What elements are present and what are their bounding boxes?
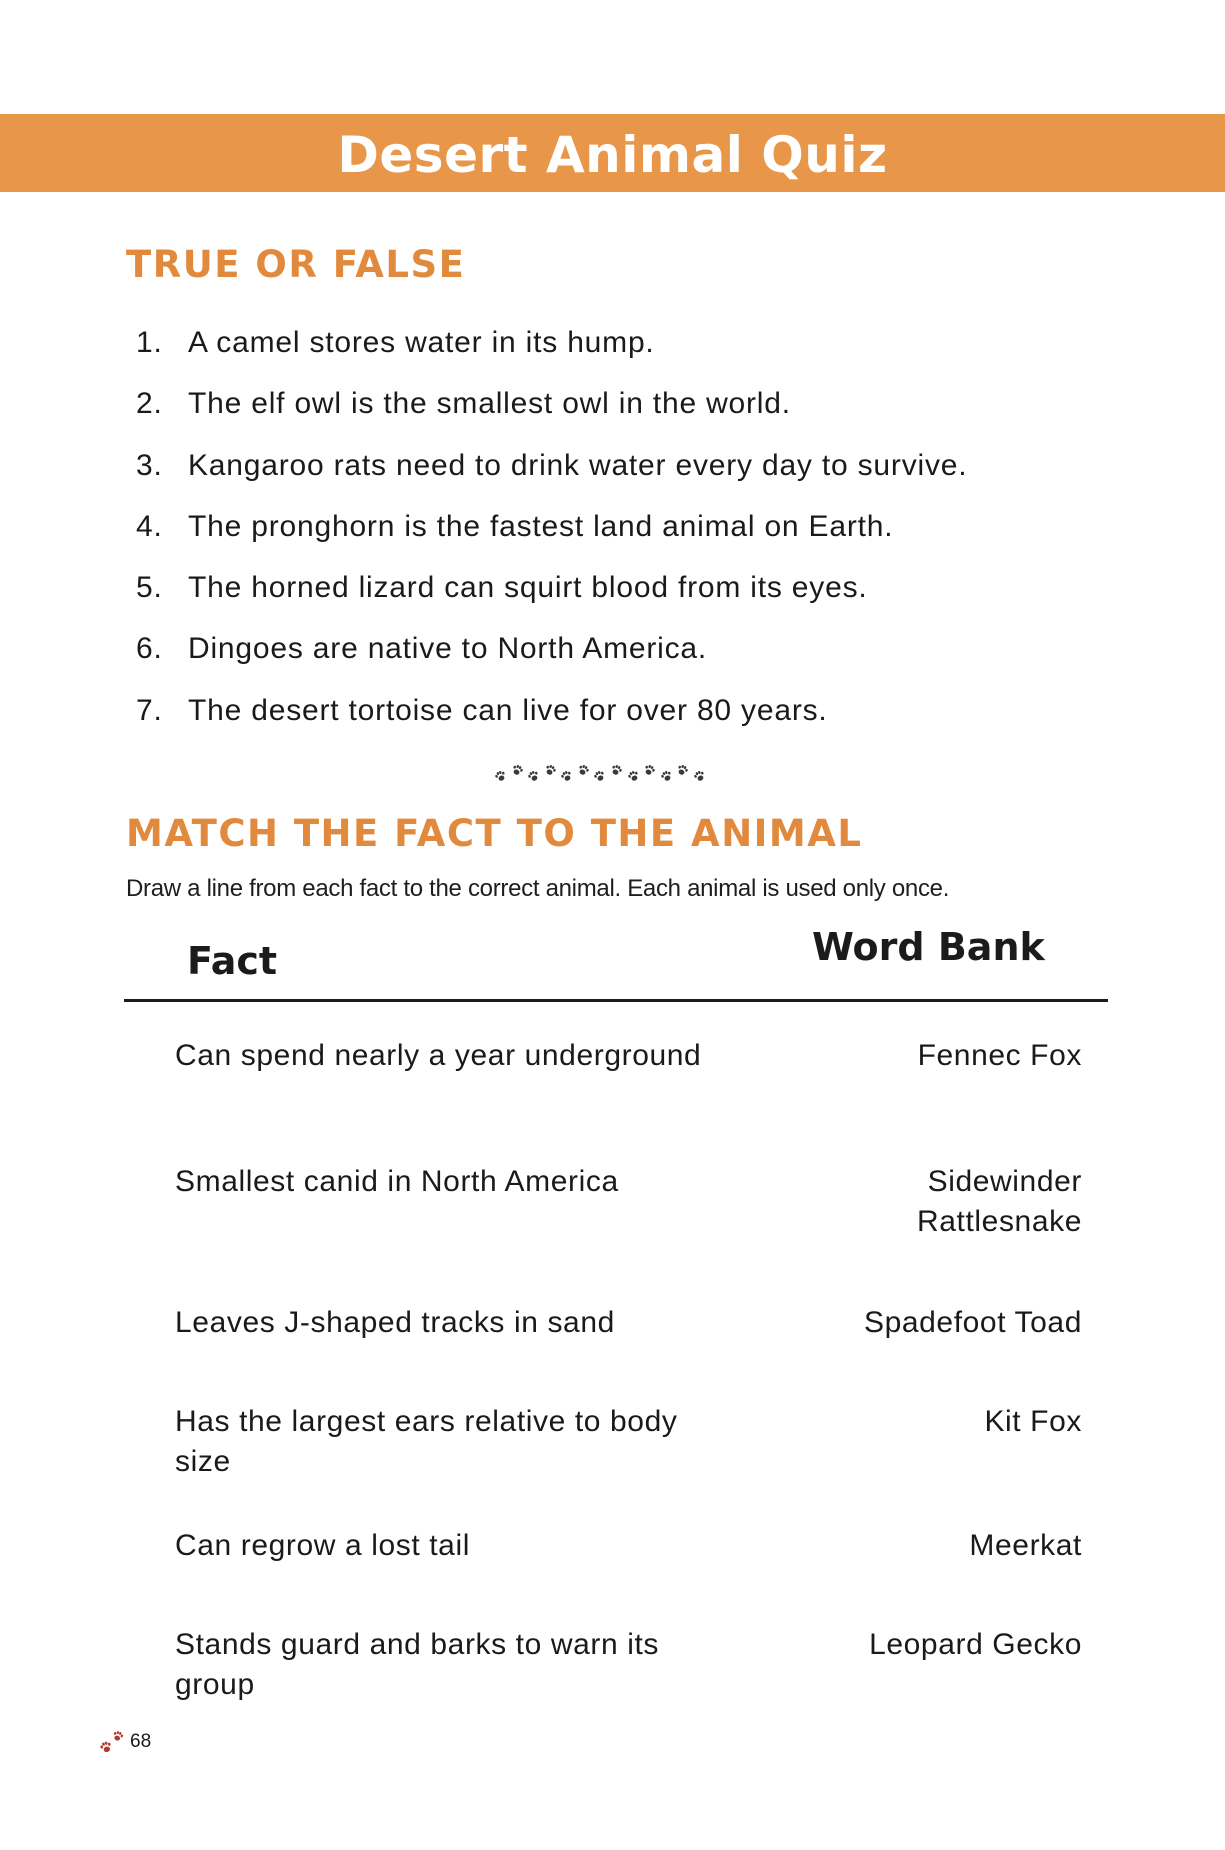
fact-item: Can spend nearly a year underground [175,1039,702,1072]
paw-print-icon [660,769,673,783]
item-statement: Kangaroo rats need to drink water every day to survive. [188,448,968,482]
word-bank-item: Spadefoot Toad [863,1306,1082,1339]
fact-item: Can regrow a lost tail [175,1529,470,1562]
paw-print-icon [693,769,706,783]
paw-prints-icon [99,1728,129,1756]
word-bank-item: Fennec Fox [917,1039,1082,1072]
page-number: 68 [130,1731,152,1752]
item-statement: A camel stores water in its hump. [188,326,655,359]
paw-print-icon [544,763,557,777]
paw-divider [494,762,706,784]
word-bank-item: Kit Fox [984,1405,1082,1438]
word-bank-item: Sidewinder Rattlesnake [916,1165,1082,1238]
item-number: 4. [136,509,163,543]
paw-print-icon [593,769,606,783]
paw-print-icon [627,769,640,783]
title-banner [0,114,1225,192]
word-bank-item: Leopard Gecko [869,1628,1082,1661]
item-number: 2. [136,387,163,421]
item-statement: Dingoes are native to North America. [188,632,708,666]
item-statement: The horned lizard can squirt blood from its eyes. [188,571,868,605]
fact-column-header: Fact [187,939,278,983]
item-statement: The pronghorn is the fastest land animal on Earth. [188,509,894,543]
paw-print-icon [527,769,540,783]
fact-item: Has the largest ears relative to body size [175,1405,678,1478]
true-false-heading: TRUE OR FALSE [126,243,466,286]
header-rule [124,999,1108,1002]
true-false-item [136,387,967,448]
item-number: 5. [136,571,163,605]
paw-print-icon [643,763,656,777]
match-heading: MATCH THE FACT TO THE ANIMAL [126,812,863,855]
item-number: 1. [136,326,163,359]
page-footer [99,1728,151,1756]
fact-item: Smallest canid in North America [175,1165,619,1198]
match-instructions: Draw a line from each fact to the correct animal. Each animal is used only once. [126,875,950,902]
item-statement: The elf owl is the smallest owl in the world. [188,387,791,421]
true-false-item [136,326,967,387]
paw-print-icon [676,763,689,777]
item-number: 7. [136,693,163,727]
paw-print-icon [560,769,573,783]
true-false-item [136,449,967,510]
true-false-list [136,326,967,755]
item-number: 3. [136,448,163,482]
paw-print-icon [577,763,590,777]
paw-print-icon [610,763,623,777]
true-false-item [136,632,967,693]
item-statement: The desert tortoise can live for over 80 years. [188,693,828,727]
word-bank-header: Word Bank [812,925,1045,969]
true-false-item [136,510,967,571]
true-false-item [136,694,967,755]
true-false-item [136,571,967,632]
paw-print-icon [494,769,507,783]
item-number: 6. [136,632,163,666]
paw-print-icon [511,763,524,777]
fact-item: Leaves J-shaped tracks in sand [175,1306,615,1339]
page-title: Desert Animal Quiz [337,126,888,184]
word-bank-item: Meerkat [969,1529,1082,1562]
fact-item: Stands guard and barks to warn its group [175,1628,659,1701]
